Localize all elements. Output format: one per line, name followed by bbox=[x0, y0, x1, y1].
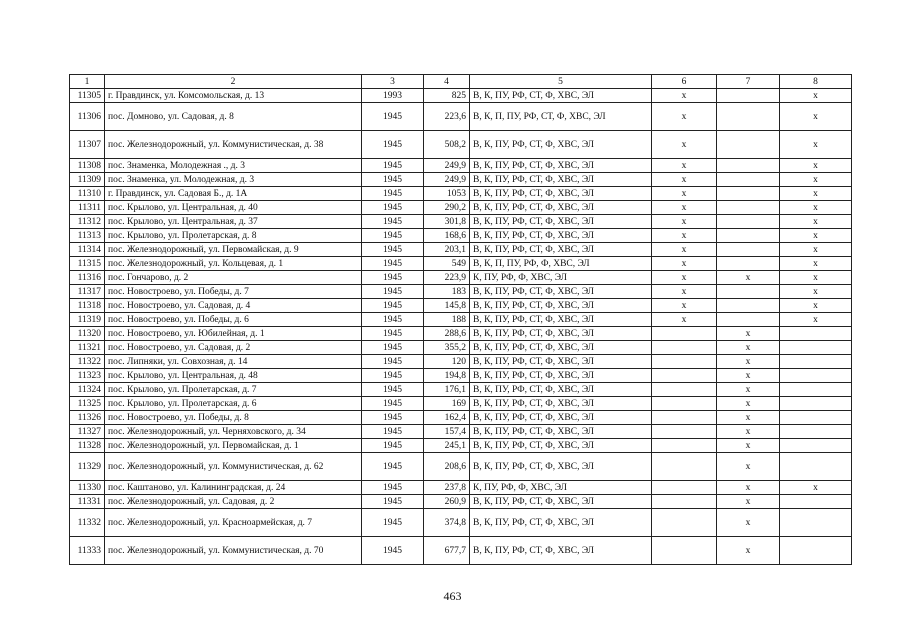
mark-col6-cell bbox=[652, 495, 717, 509]
building-id-cell: 11305 bbox=[70, 89, 105, 103]
area-cell: 290,2 bbox=[424, 201, 470, 215]
mark-col8-cell: x bbox=[780, 243, 852, 257]
mark-col6-cell: x bbox=[652, 215, 717, 229]
building-id-cell: 11307 bbox=[70, 131, 105, 159]
work-types-cell: В, К, ПУ, РФ, СТ, Ф, ХВС, ЭЛ bbox=[470, 159, 652, 173]
table-row bbox=[70, 103, 852, 131]
area-cell: 249,9 bbox=[424, 173, 470, 187]
building-id-cell: 11314 bbox=[70, 243, 105, 257]
building-id-cell: 11332 bbox=[70, 509, 105, 537]
column-number: 1 bbox=[70, 75, 105, 89]
mark-col7-cell: x bbox=[717, 397, 780, 411]
area-cell: 508,2 bbox=[424, 131, 470, 159]
address-cell: пос. Липняки, ул. Совхозная, д. 14 bbox=[105, 355, 362, 369]
mark-col6-cell: x bbox=[652, 285, 717, 299]
work-types-cell: В, К, ПУ, РФ, СТ, Ф, ХВС, ЭЛ bbox=[470, 509, 652, 537]
year-built-cell: 1993 bbox=[362, 89, 424, 103]
column-number: 5 bbox=[470, 75, 652, 89]
building-id-cell: 11321 bbox=[70, 341, 105, 355]
area-cell: 223,9 bbox=[424, 271, 470, 285]
work-types-cell: В, К, ПУ, РФ, СТ, Ф, ХВС, ЭЛ bbox=[470, 229, 652, 243]
work-types-cell: В, К, ПУ, РФ, СТ, Ф, ХВС, ЭЛ bbox=[470, 187, 652, 201]
mark-col7-cell: x bbox=[717, 509, 780, 537]
work-types-cell: В, К, ПУ, РФ, СТ, Ф, ХВС, ЭЛ bbox=[470, 439, 652, 453]
mark-col7-cell bbox=[717, 187, 780, 201]
address-cell: пос. Новостроево, ул. Садовая, д. 4 bbox=[105, 299, 362, 313]
mark-col8-cell: x bbox=[780, 257, 852, 271]
building-id-cell: 11308 bbox=[70, 159, 105, 173]
mark-col6-cell: x bbox=[652, 257, 717, 271]
year-built-cell: 1945 bbox=[362, 159, 424, 173]
mark-col8-cell: x bbox=[780, 271, 852, 285]
mark-col6-cell: x bbox=[652, 131, 717, 159]
table-row bbox=[70, 173, 852, 187]
year-built-cell: 1945 bbox=[362, 299, 424, 313]
mark-col8-cell: x bbox=[780, 187, 852, 201]
table-row bbox=[70, 201, 852, 215]
year-built-cell: 1945 bbox=[362, 341, 424, 355]
building-id-cell: 11326 bbox=[70, 411, 105, 425]
building-id-cell: 11327 bbox=[70, 425, 105, 439]
building-id-cell: 11315 bbox=[70, 257, 105, 271]
mark-col7-cell bbox=[717, 299, 780, 313]
work-types-cell: В, К, ПУ, РФ, СТ, Ф, ХВС, ЭЛ bbox=[470, 425, 652, 439]
work-types-cell: К, ПУ, РФ, Ф, ХВС, ЭЛ bbox=[470, 481, 652, 495]
table-row bbox=[70, 425, 852, 439]
work-types-cell: В, К, ПУ, РФ, СТ, Ф, ХВС, ЭЛ bbox=[470, 397, 652, 411]
table-row bbox=[70, 439, 852, 453]
mark-col6-cell bbox=[652, 509, 717, 537]
mark-col8-cell bbox=[780, 509, 852, 537]
area-cell: 237,8 bbox=[424, 481, 470, 495]
table-row bbox=[70, 285, 852, 299]
mark-col6-cell bbox=[652, 327, 717, 341]
building-id-cell: 11329 bbox=[70, 453, 105, 481]
work-types-cell: В, К, П, ПУ, РФ, Ф, ХВС, ЭЛ bbox=[470, 257, 652, 271]
work-types-cell: В, К, ПУ, РФ, СТ, Ф, ХВС, ЭЛ bbox=[470, 243, 652, 257]
mark-col8-cell: x bbox=[780, 481, 852, 495]
area-cell: 288,6 bbox=[424, 327, 470, 341]
mark-col8-cell: x bbox=[780, 173, 852, 187]
mark-col6-cell bbox=[652, 481, 717, 495]
year-built-cell: 1945 bbox=[362, 537, 424, 565]
address-cell: пос. Железнодорожный, ул. Кольцевая, д. 1 bbox=[105, 257, 362, 271]
mark-col7-cell: x bbox=[717, 383, 780, 397]
work-types-cell: В, К, ПУ, РФ, СТ, Ф, ХВС, ЭЛ bbox=[470, 327, 652, 341]
mark-col6-cell bbox=[652, 425, 717, 439]
table-row bbox=[70, 397, 852, 411]
mark-col7-cell bbox=[717, 313, 780, 327]
mark-col8-cell bbox=[780, 411, 852, 425]
table-row bbox=[70, 187, 852, 201]
mark-col8-cell: x bbox=[780, 131, 852, 159]
area-cell: 208,6 bbox=[424, 453, 470, 481]
year-built-cell: 1945 bbox=[362, 243, 424, 257]
area-cell: 183 bbox=[424, 285, 470, 299]
mark-col7-cell: x bbox=[717, 369, 780, 383]
work-types-cell: К, ПУ, РФ, Ф, ХВС, ЭЛ bbox=[470, 271, 652, 285]
work-types-cell: В, К, ПУ, РФ, СТ, Ф, ХВС, ЭЛ bbox=[470, 341, 652, 355]
mark-col8-cell bbox=[780, 383, 852, 397]
address-cell: пос. Железнодорожный, ул. Садовая, д. 2 bbox=[105, 495, 362, 509]
address-cell: г. Правдинск, ул. Комсомольская, д. 13 bbox=[105, 89, 362, 103]
mark-col6-cell bbox=[652, 439, 717, 453]
area-cell: 355,2 bbox=[424, 341, 470, 355]
column-number: 2 bbox=[105, 75, 362, 89]
mark-col6-cell: x bbox=[652, 271, 717, 285]
year-built-cell: 1945 bbox=[362, 257, 424, 271]
year-built-cell: 1945 bbox=[362, 439, 424, 453]
mark-col7-cell bbox=[717, 103, 780, 131]
address-cell: пос. Крылово, ул. Пролетарская, д. 7 bbox=[105, 383, 362, 397]
year-built-cell: 1945 bbox=[362, 131, 424, 159]
table-row bbox=[70, 537, 852, 565]
work-types-cell: В, К, ПУ, РФ, СТ, Ф, ХВС, ЭЛ bbox=[470, 383, 652, 397]
address-cell: пос. Новостроево, ул. Садовая, д. 2 bbox=[105, 341, 362, 355]
mark-col6-cell bbox=[652, 341, 717, 355]
building-id-cell: 11323 bbox=[70, 369, 105, 383]
work-types-cell: В, К, ПУ, РФ, СТ, Ф, ХВС, ЭЛ bbox=[470, 131, 652, 159]
building-id-cell: 11318 bbox=[70, 299, 105, 313]
mark-col8-cell bbox=[780, 341, 852, 355]
building-id-cell: 11319 bbox=[70, 313, 105, 327]
mark-col7-cell: x bbox=[717, 425, 780, 439]
area-cell: 188 bbox=[424, 313, 470, 327]
work-types-cell: В, К, ПУ, РФ, СТ, Ф, ХВС, ЭЛ bbox=[470, 299, 652, 313]
year-built-cell: 1945 bbox=[362, 369, 424, 383]
table-row bbox=[70, 159, 852, 173]
column-number-row bbox=[70, 75, 852, 89]
table-row bbox=[70, 131, 852, 159]
address-cell: пос. Крылово, ул. Центральная, д. 40 bbox=[105, 201, 362, 215]
mark-col6-cell: x bbox=[652, 201, 717, 215]
address-cell: пос. Домново, ул. Садовая, д. 8 bbox=[105, 103, 362, 131]
address-cell: пос. Крылово, ул. Центральная, д. 37 bbox=[105, 215, 362, 229]
area-cell: 1053 bbox=[424, 187, 470, 201]
mark-col8-cell bbox=[780, 453, 852, 481]
mark-col8-cell bbox=[780, 537, 852, 565]
work-types-cell: В, К, ПУ, РФ, СТ, Ф, ХВС, ЭЛ bbox=[470, 369, 652, 383]
table-row bbox=[70, 369, 852, 383]
mark-col7-cell bbox=[717, 89, 780, 103]
area-cell: 677,7 bbox=[424, 537, 470, 565]
year-built-cell: 1945 bbox=[362, 187, 424, 201]
building-id-cell: 11310 bbox=[70, 187, 105, 201]
year-built-cell: 1945 bbox=[362, 453, 424, 481]
area-cell: 169 bbox=[424, 397, 470, 411]
year-built-cell: 1945 bbox=[362, 327, 424, 341]
building-id-cell: 11309 bbox=[70, 173, 105, 187]
building-id-cell: 11311 bbox=[70, 201, 105, 215]
mark-col7-cell bbox=[717, 285, 780, 299]
work-types-cell: В, К, ПУ, РФ, СТ, Ф, ХВС, ЭЛ bbox=[470, 537, 652, 565]
area-cell: 168,6 bbox=[424, 229, 470, 243]
building-id-cell: 11324 bbox=[70, 383, 105, 397]
address-cell: г. Правдинск, ул. Садовая Б., д. 1А bbox=[105, 187, 362, 201]
mark-col8-cell: x bbox=[780, 313, 852, 327]
building-id-cell: 11330 bbox=[70, 481, 105, 495]
mark-col8-cell: x bbox=[780, 159, 852, 173]
area-cell: 120 bbox=[424, 355, 470, 369]
mark-col7-cell bbox=[717, 215, 780, 229]
mark-col8-cell: x bbox=[780, 285, 852, 299]
table-row bbox=[70, 453, 852, 481]
mark-col8-cell bbox=[780, 439, 852, 453]
column-number: 4 bbox=[424, 75, 470, 89]
mark-col6-cell: x bbox=[652, 103, 717, 131]
address-cell: пос. Железнодорожный, ул. Коммунистическая, д. 62 bbox=[105, 453, 362, 481]
building-id-cell: 11331 bbox=[70, 495, 105, 509]
area-cell: 162,4 bbox=[424, 411, 470, 425]
building-id-cell: 11313 bbox=[70, 229, 105, 243]
table-row bbox=[70, 299, 852, 313]
address-cell: пос. Новостроево, ул. Победы, д. 8 bbox=[105, 411, 362, 425]
building-id-cell: 11328 bbox=[70, 439, 105, 453]
table-row bbox=[70, 215, 852, 229]
mark-col7-cell bbox=[717, 201, 780, 215]
work-types-cell: В, К, ПУ, РФ, СТ, Ф, ХВС, ЭЛ bbox=[470, 411, 652, 425]
building-id-cell: 11316 bbox=[70, 271, 105, 285]
mark-col7-cell: x bbox=[717, 411, 780, 425]
year-built-cell: 1945 bbox=[362, 285, 424, 299]
mark-col6-cell: x bbox=[652, 159, 717, 173]
area-cell: 145,8 bbox=[424, 299, 470, 313]
year-built-cell: 1945 bbox=[362, 215, 424, 229]
table-row bbox=[70, 411, 852, 425]
mark-col6-cell: x bbox=[652, 89, 717, 103]
mark-col7-cell bbox=[717, 173, 780, 187]
year-built-cell: 1945 bbox=[362, 313, 424, 327]
mark-col6-cell: x bbox=[652, 299, 717, 313]
area-cell: 549 bbox=[424, 257, 470, 271]
mark-col6-cell bbox=[652, 397, 717, 411]
mark-col6-cell bbox=[652, 355, 717, 369]
address-cell: пос. Железнодорожный, ул. Первомайская, д. 9 bbox=[105, 243, 362, 257]
mark-col8-cell bbox=[780, 425, 852, 439]
area-cell: 203,1 bbox=[424, 243, 470, 257]
mark-col7-cell bbox=[717, 257, 780, 271]
year-built-cell: 1945 bbox=[362, 103, 424, 131]
mark-col7-cell bbox=[717, 159, 780, 173]
column-number: 6 bbox=[652, 75, 717, 89]
column-number: 8 bbox=[780, 75, 852, 89]
table-row bbox=[70, 243, 852, 257]
column-number: 3 bbox=[362, 75, 424, 89]
table-row bbox=[70, 271, 852, 285]
year-built-cell: 1945 bbox=[362, 509, 424, 537]
area-cell: 194,8 bbox=[424, 369, 470, 383]
mark-col6-cell: x bbox=[652, 243, 717, 257]
address-cell: пос. Железнодорожный, ул. Черняховского, д. 34 bbox=[105, 425, 362, 439]
work-types-cell: В, К, ПУ, РФ, СТ, Ф, ХВС, ЭЛ bbox=[470, 89, 652, 103]
mark-col6-cell bbox=[652, 453, 717, 481]
mark-col8-cell: x bbox=[780, 201, 852, 215]
building-id-cell: 11306 bbox=[70, 103, 105, 131]
work-types-cell: В, К, П, ПУ, РФ, СТ, Ф, ХВС, ЭЛ bbox=[470, 103, 652, 131]
table-row bbox=[70, 495, 852, 509]
page-number: 463 bbox=[443, 589, 462, 603]
mark-col8-cell: x bbox=[780, 215, 852, 229]
address-cell: пос. Крылово, ул. Пролетарская, д. 8 bbox=[105, 229, 362, 243]
work-types-cell: В, К, ПУ, РФ, СТ, Ф, ХВС, ЭЛ bbox=[470, 313, 652, 327]
address-cell: пос. Железнодорожный, ул. Коммунистическая, д. 70 bbox=[105, 537, 362, 565]
area-cell: 301,8 bbox=[424, 215, 470, 229]
address-cell: пос. Железнодорожный, ул. Первомайская, д. 1 bbox=[105, 439, 362, 453]
mark-col6-cell: x bbox=[652, 187, 717, 201]
year-built-cell: 1945 bbox=[362, 481, 424, 495]
mark-col7-cell: x bbox=[717, 355, 780, 369]
table-row bbox=[70, 509, 852, 537]
mark-col6-cell bbox=[652, 411, 717, 425]
mark-col8-cell bbox=[780, 495, 852, 509]
building-id-cell: 11312 bbox=[70, 215, 105, 229]
mark-col8-cell bbox=[780, 327, 852, 341]
table-row bbox=[70, 229, 852, 243]
mark-col8-cell bbox=[780, 369, 852, 383]
address-cell: пос. Новостроево, ул. Победы, д. 7 bbox=[105, 285, 362, 299]
address-cell: пос. Каштаново, ул. Калининградская, д. 24 bbox=[105, 481, 362, 495]
work-types-cell: В, К, ПУ, РФ, СТ, Ф, ХВС, ЭЛ bbox=[470, 285, 652, 299]
mark-col7-cell bbox=[717, 131, 780, 159]
area-cell: 245,1 bbox=[424, 439, 470, 453]
mark-col7-cell: x bbox=[717, 439, 780, 453]
area-cell: 157,4 bbox=[424, 425, 470, 439]
mark-col7-cell: x bbox=[717, 537, 780, 565]
work-types-cell: В, К, ПУ, РФ, СТ, Ф, ХВС, ЭЛ bbox=[470, 495, 652, 509]
mark-col7-cell: x bbox=[717, 453, 780, 481]
year-built-cell: 1945 bbox=[362, 355, 424, 369]
mark-col6-cell: x bbox=[652, 173, 717, 187]
year-built-cell: 1945 bbox=[362, 411, 424, 425]
table-row bbox=[70, 257, 852, 271]
mark-col7-cell: x bbox=[717, 481, 780, 495]
building-id-cell: 11333 bbox=[70, 537, 105, 565]
work-types-cell: В, К, ПУ, РФ, СТ, Ф, ХВС, ЭЛ bbox=[470, 215, 652, 229]
table-body bbox=[70, 75, 852, 565]
address-cell: пос. Гончарово, д. 2 bbox=[105, 271, 362, 285]
address-cell: пос. Крылово, ул. Пролетарская, д. 6 bbox=[105, 397, 362, 411]
mark-col7-cell bbox=[717, 229, 780, 243]
table-row bbox=[70, 313, 852, 327]
mark-col8-cell: x bbox=[780, 299, 852, 313]
year-built-cell: 1945 bbox=[362, 201, 424, 215]
year-built-cell: 1945 bbox=[362, 271, 424, 285]
year-built-cell: 1945 bbox=[362, 397, 424, 411]
column-number: 7 bbox=[717, 75, 780, 89]
mark-col8-cell bbox=[780, 397, 852, 411]
address-cell: пос. Железнодорожный, ул. Коммунистическая, д. 38 bbox=[105, 131, 362, 159]
building-id-cell: 11322 bbox=[70, 355, 105, 369]
mark-col6-cell bbox=[652, 369, 717, 383]
year-built-cell: 1945 bbox=[362, 173, 424, 187]
table-row bbox=[70, 327, 852, 341]
mark-col7-cell: x bbox=[717, 495, 780, 509]
mark-col7-cell: x bbox=[717, 327, 780, 341]
building-id-cell: 11320 bbox=[70, 327, 105, 341]
mark-col7-cell: x bbox=[717, 341, 780, 355]
address-cell: пос. Железнодорожный, ул. Красноармейская, д. 7 bbox=[105, 509, 362, 537]
mark-col6-cell bbox=[652, 383, 717, 397]
table-row bbox=[70, 355, 852, 369]
table-row bbox=[70, 383, 852, 397]
area-cell: 249,9 bbox=[424, 159, 470, 173]
address-cell: пос. Знаменка, ул. Молодежная, д. 3 bbox=[105, 173, 362, 187]
mark-col6-cell: x bbox=[652, 313, 717, 327]
work-types-cell: В, К, ПУ, РФ, СТ, Ф, ХВС, ЭЛ bbox=[470, 355, 652, 369]
work-types-cell: В, К, ПУ, РФ, СТ, Ф, ХВС, ЭЛ bbox=[470, 201, 652, 215]
mark-col6-cell: x bbox=[652, 229, 717, 243]
year-built-cell: 1945 bbox=[362, 229, 424, 243]
area-cell: 260,9 bbox=[424, 495, 470, 509]
table-row bbox=[70, 481, 852, 495]
address-cell: пос. Новостроево, ул. Юбилейная, д. 1 bbox=[105, 327, 362, 341]
area-cell: 176,1 bbox=[424, 383, 470, 397]
mark-col8-cell: x bbox=[780, 103, 852, 131]
work-types-cell: В, К, ПУ, РФ, СТ, Ф, ХВС, ЭЛ bbox=[470, 453, 652, 481]
area-cell: 825 bbox=[424, 89, 470, 103]
work-types-cell: В, К, ПУ, РФ, СТ, Ф, ХВС, ЭЛ bbox=[470, 173, 652, 187]
mark-col8-cell: x bbox=[780, 229, 852, 243]
mark-col8-cell: x bbox=[780, 89, 852, 103]
building-id-cell: 11325 bbox=[70, 397, 105, 411]
mark-col6-cell bbox=[652, 537, 717, 565]
area-cell: 223,6 bbox=[424, 103, 470, 131]
address-cell: пос. Новостроево, ул. Победы, д. 6 bbox=[105, 313, 362, 327]
buildings-table bbox=[69, 74, 852, 565]
mark-col8-cell bbox=[780, 355, 852, 369]
table-row bbox=[70, 341, 852, 355]
mark-col7-cell bbox=[717, 243, 780, 257]
address-cell: пос. Крылово, ул. Центральная, д. 48 bbox=[105, 369, 362, 383]
year-built-cell: 1945 bbox=[362, 383, 424, 397]
building-id-cell: 11317 bbox=[70, 285, 105, 299]
mark-col7-cell: x bbox=[717, 271, 780, 285]
table-row bbox=[70, 89, 852, 103]
address-cell: пос. Знаменка, Молодежная ., д. 3 bbox=[105, 159, 362, 173]
area-cell: 374,8 bbox=[424, 509, 470, 537]
year-built-cell: 1945 bbox=[362, 495, 424, 509]
year-built-cell: 1945 bbox=[362, 425, 424, 439]
